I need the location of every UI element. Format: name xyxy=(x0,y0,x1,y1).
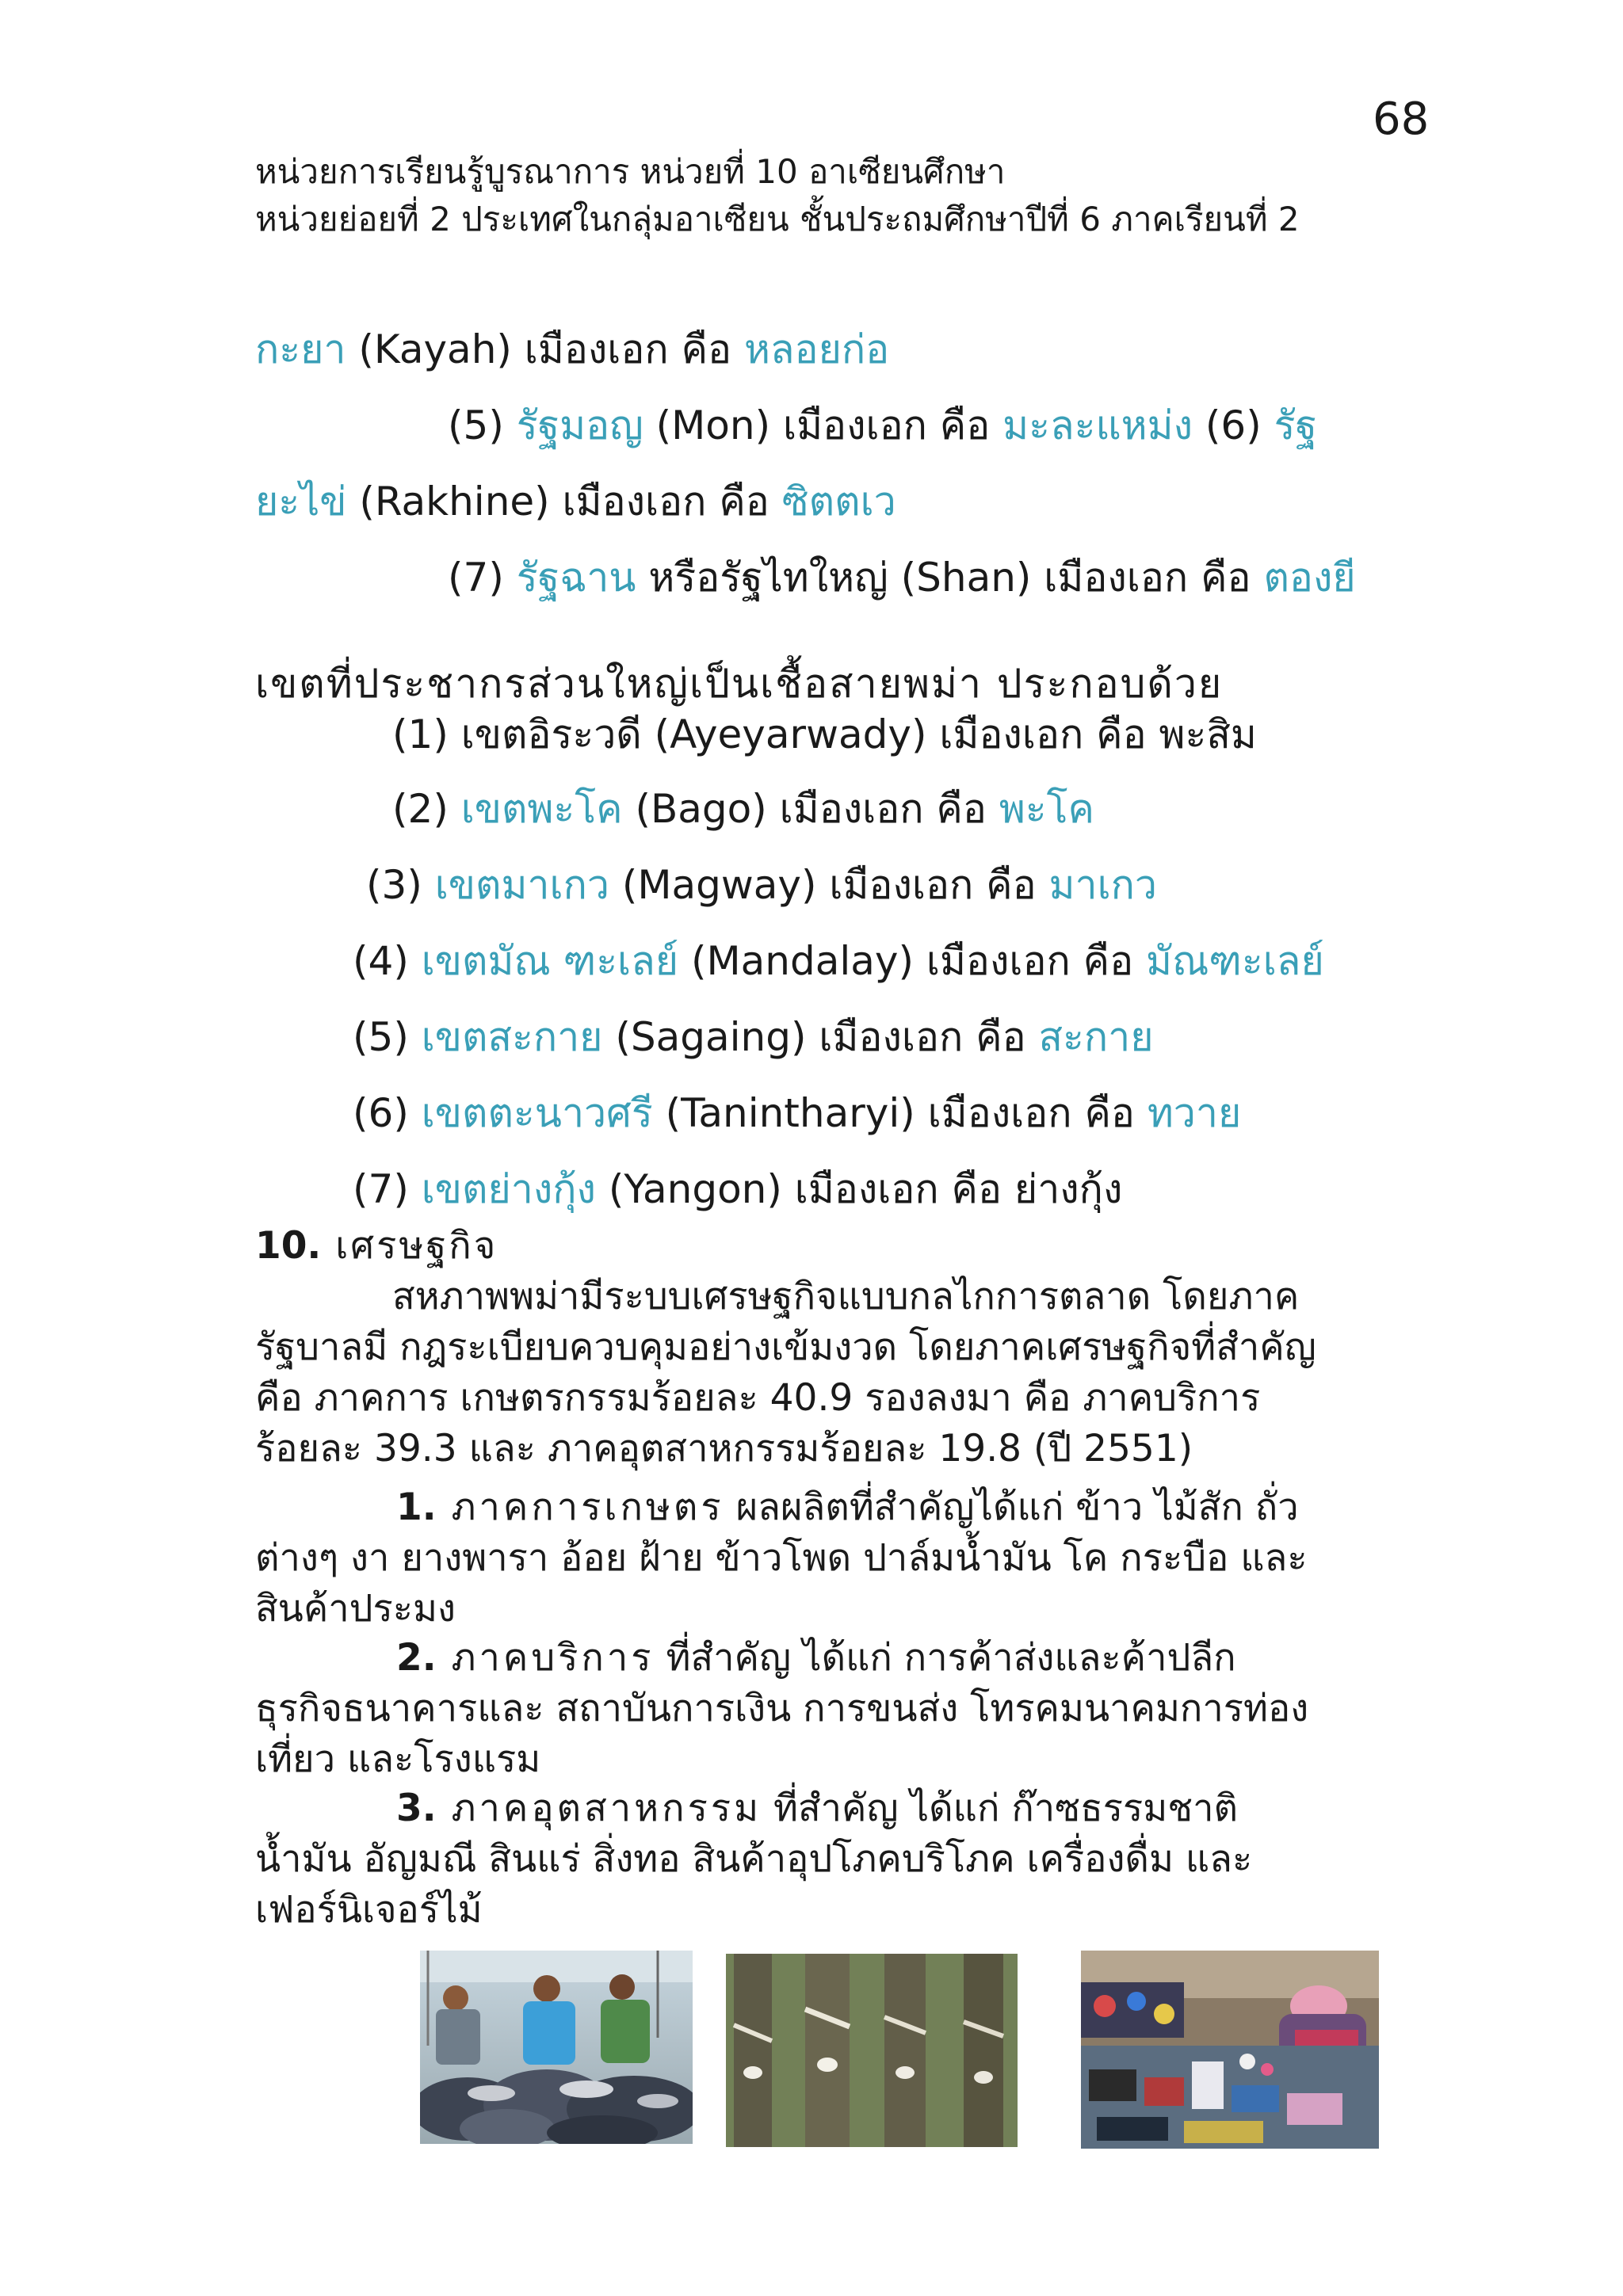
region-line-sagaing xyxy=(353,1006,1154,1069)
line-text: (2) xyxy=(392,786,461,832)
economy-intro-line: ร้อยละ 39.3 และ ภาคอุตสาหกรรมร้อยละ 19.8 (ปี 2551) xyxy=(255,1427,1193,1470)
economy-intro-line: สหภาพพม่ามีระบบเศรษฐกิจแบบกลไกการตลาด โดยภาค xyxy=(392,1275,1300,1318)
line-text: (6) xyxy=(1193,402,1274,448)
header-unit-line: หน่วยการเรียนรู้บูรณาการ หน่วยที่ 10 อาเซียนศึกษา xyxy=(255,152,1006,191)
sector-number: 3. xyxy=(396,1787,437,1830)
highlighted-term: รัฐฉาน xyxy=(516,555,636,601)
highlighted-term: เขตมาเกว xyxy=(434,862,609,908)
line-text: (5) xyxy=(353,1014,422,1060)
sector-number: 2. xyxy=(396,1636,437,1680)
region-line-bago xyxy=(392,778,1094,841)
sector-text: ที่สำคัญ ได้แก่ ก๊าซธรรมชาติ xyxy=(762,1787,1239,1830)
highlighted-term: หลอยก่อ xyxy=(743,326,890,372)
highlighted-term: มาเกว xyxy=(1048,862,1158,908)
sector-text: ผลผลิตที่สำคัญได้แก่ ข้าว ไม้สัก ถั่ว xyxy=(724,1486,1299,1529)
line-text: (Tanintharyi) เมืองเอก คือ xyxy=(652,1090,1148,1136)
fishermen-with-tuna-photo xyxy=(420,1951,693,2144)
state-line-shan xyxy=(448,547,1356,609)
line-text: (Sagaing) เมืองเอก คือ xyxy=(602,1014,1039,1060)
highlighted-term: สะกาย xyxy=(1038,1014,1154,1060)
region-line-tanintharyi xyxy=(353,1082,1241,1145)
region-line-magway xyxy=(366,854,1157,917)
highlighted-term: เขตสะกาย xyxy=(421,1014,603,1060)
line-text: หรือรัฐไทใหญ่ (Shan) เมืองเอก คือ xyxy=(636,555,1264,601)
sector-industry-line: น้ำมัน อัญมณี สินแร่ สิ่งทอ สินค้าอุปโภคบริโภค เครื่องดื่ม และ xyxy=(255,1837,1253,1881)
regions-heading: เขตที่ประชากรส่วนใหญ่เป็นเชื้อสายพม่า ประกอบด้วย xyxy=(255,661,1224,707)
sector-services-line: ธุรกิจธนาคารและ สถาบันการเงิน การขนส่ง โทรคมนาคมการท่อง xyxy=(255,1687,1309,1730)
region-line-ayeyarwady xyxy=(392,704,1257,766)
sector-name: ภาคบริการ xyxy=(436,1636,655,1680)
header-subunit-line: หน่วยย่อยที่ 2 ประเทศในกลุ่มอาเซียน ชั้นประถมศึกษาปีที่ 6 ภาคเรียนที่ 2 xyxy=(255,200,1300,238)
highlighted-term: ตองยี xyxy=(1263,555,1356,601)
line-text: (Kayah) เมืองเอก คือ xyxy=(346,326,744,372)
sector-number: 1. xyxy=(396,1486,437,1529)
rubber-trees-tapping-photo xyxy=(726,1954,1018,2147)
sector-name: ภาคการเกษตร xyxy=(436,1486,724,1529)
line-text: (Bago) เมืองเอก คือ xyxy=(622,786,999,832)
sector-industry-line: เฟอร์นิเจอร์ไม้ xyxy=(255,1888,483,1932)
highlighted-term: เขตมัณ ฑะเลย์ xyxy=(421,938,679,984)
economy-heading-text: เศรษฐกิจ xyxy=(321,1224,498,1268)
line-text: (Mon) เมืองเอก คือ xyxy=(643,402,1003,448)
sector-services-line: เที่ยว และโรงแรม xyxy=(255,1737,541,1781)
market-vendor-goods-photo xyxy=(1081,1951,1379,2149)
region-line-mandalay xyxy=(353,930,1324,993)
highlighted-term: เขตตะนาวศรี xyxy=(421,1090,653,1136)
sector-name: ภาคอุตสาหกรรม xyxy=(436,1787,762,1830)
sector-agriculture-line: สินค้าประมง xyxy=(255,1587,456,1630)
highlighted-term: กะยา xyxy=(255,326,346,372)
highlighted-term: รัฐมอญ xyxy=(516,402,643,448)
line-text: (Yangon) เมืองเอก คือ ย่างกุ้ง xyxy=(595,1166,1123,1212)
economy-intro-line: คือ ภาคการ เกษตรกรรมร้อยละ 40.9 รองลงมา คือ ภาคบริการ xyxy=(255,1376,1261,1420)
line-text: (5) xyxy=(448,402,517,448)
state-line-kayah xyxy=(255,318,889,381)
line-text: (Magway) เมืองเอก คือ xyxy=(609,862,1049,908)
line-text: (Mandalay) เมืองเอก คือ xyxy=(678,938,1147,984)
region-line-yangon xyxy=(353,1158,1122,1221)
state-line-mon xyxy=(448,395,1317,457)
sector-text: ที่สำคัญ ได้แก่ การค้าส่งและค้าปลีก xyxy=(654,1636,1236,1680)
highlighted-term: ทวาย xyxy=(1147,1090,1242,1136)
highlighted-term: พะโค xyxy=(999,786,1094,832)
line-text: (1) เขตอิระวดี (Ayeyarwady) เมืองเอก คือ พะสิม xyxy=(392,711,1257,757)
line-text: (4) xyxy=(353,938,422,984)
highlighted-term: ซิตตเว xyxy=(781,479,896,524)
line-text: (7) xyxy=(353,1166,422,1212)
highlighted-term: เขตย่างกุ้ง xyxy=(421,1166,596,1212)
highlighted-term: เขตพะโค xyxy=(460,786,623,832)
line-text: (3) xyxy=(366,862,435,908)
highlighted-term: ยะไข่ xyxy=(255,479,347,524)
line-text: (6) xyxy=(353,1090,422,1136)
line-text: (7) xyxy=(448,555,517,601)
economy-heading-number: 10. xyxy=(255,1224,322,1268)
page-number: 68 xyxy=(1373,93,1430,145)
sector-agriculture-line: ต่างๆ งา ยางพารา อ้อย ฝ้าย ข้าวโพด ปาล์มน้ำมัน โค กระบือ และ xyxy=(255,1536,1308,1580)
highlighted-term: มะละแหม่ง xyxy=(1002,402,1193,448)
line-text: (Rakhine) เมืองเอก คือ xyxy=(346,479,782,524)
highlighted-term: รัฐ xyxy=(1274,402,1318,448)
highlighted-term: มัณฑะเลย์ xyxy=(1146,938,1324,984)
state-line-rakhine xyxy=(255,471,896,533)
economy-intro-line: รัฐบาลมี กฎระเบียบควบคุมอย่างเข้มงวด โดยภาคเศรษฐกิจที่สำคัญ xyxy=(255,1325,1316,1369)
